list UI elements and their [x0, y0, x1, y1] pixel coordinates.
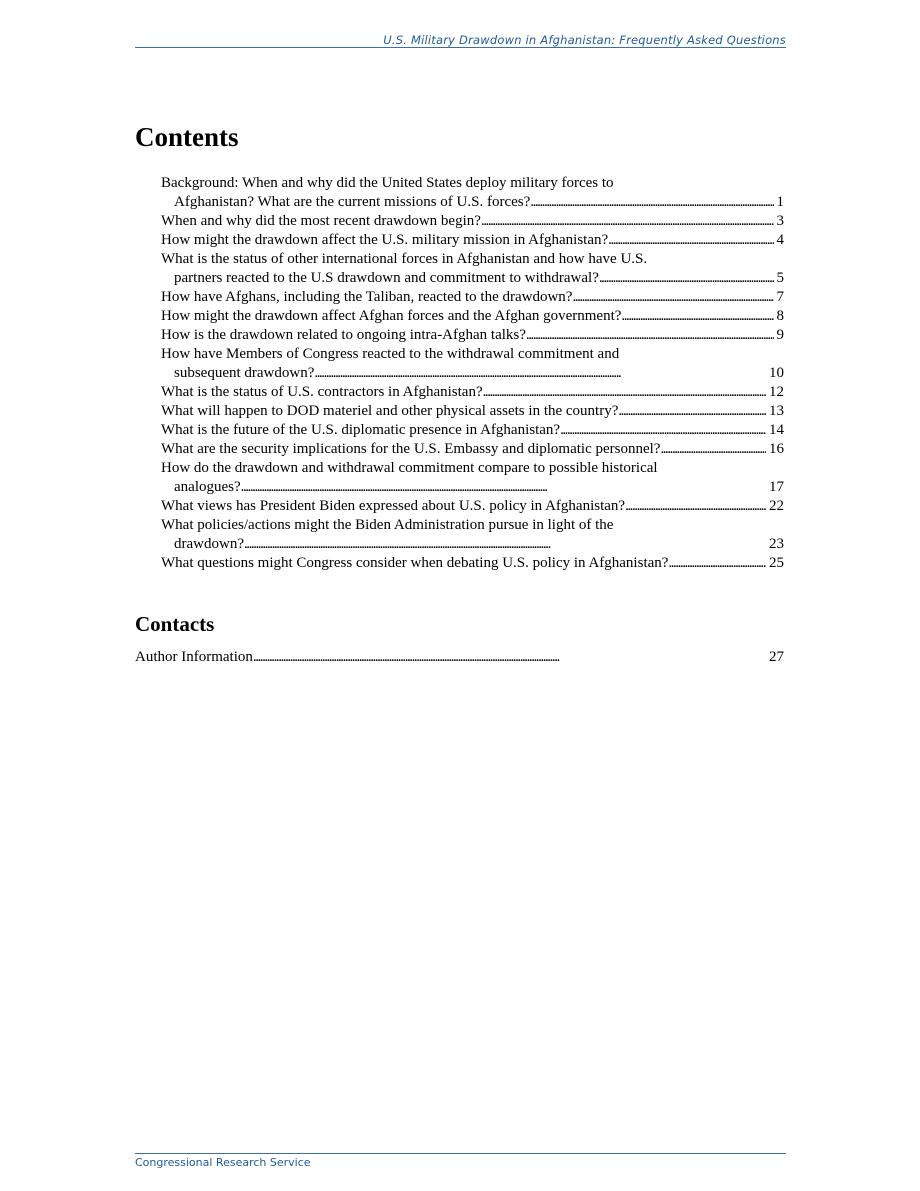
toc-page-number: 25	[769, 555, 784, 571]
dot-leader	[560, 421, 766, 440]
toc-page-number: 7	[776, 289, 784, 305]
dot-leader	[618, 402, 766, 421]
toc-entry-title: What are the security implications for the U.S. Embassy and diplomatic personnel?	[161, 441, 661, 457]
dot-leader	[668, 554, 766, 573]
contacts-list	[135, 648, 784, 667]
toc-entry[interactable]	[135, 648, 784, 667]
toc-entry-title: What views has President Biden expressed about U.S. policy in Afghanistan?	[161, 498, 626, 514]
toc-entry-title: How have Afghans, including the Taliban, reacted to the drawdown?	[161, 289, 573, 305]
toc-entry-title: analogues?	[174, 479, 241, 495]
toc-page-number: 14	[769, 422, 784, 438]
toc-entry-title: What is the status of U.S. contractors in Afghanistan?	[161, 384, 483, 400]
toc-entry-title: When and why did the most recent drawdown begin?	[161, 213, 481, 229]
dot-leader	[625, 497, 766, 516]
dot-leader	[530, 193, 773, 212]
toc-entry[interactable]	[161, 383, 784, 402]
toc-entry-title: Background: When and why did the United States deploy military forces to	[161, 175, 614, 191]
table-of-contents	[161, 174, 784, 573]
running-header-title: U.S. Military Drawdown in Afghanistan: Frequently Asked Questions	[383, 33, 786, 47]
dot-leader	[314, 364, 766, 383]
dot-leader	[481, 212, 774, 231]
toc-entry-title: How might the drawdown affect Afghan forces and the Afghan government?	[161, 308, 622, 324]
dot-leader	[572, 288, 773, 307]
toc-entry[interactable]	[161, 440, 784, 459]
dot-leader	[599, 269, 774, 288]
toc-entry[interactable]	[161, 554, 784, 573]
toc-entry-title: Afghanistan? What are the current missions of U.S. forces?	[174, 194, 531, 210]
toc-entry[interactable]	[161, 421, 784, 440]
toc-page-number: 3	[776, 213, 784, 229]
toc-entry-title: What policies/actions might the Biden Administration pursue in light of the	[161, 517, 614, 533]
toc-entry-title: partners reacted to the U.S drawdown and commitment to withdrawal?	[174, 270, 599, 286]
header-rule	[135, 47, 786, 48]
toc-entry[interactable]	[161, 402, 784, 421]
dot-leader	[608, 231, 773, 250]
toc-entry[interactable]	[161, 250, 784, 288]
toc-page-number: 22	[769, 498, 784, 514]
toc-page-number: 27	[769, 649, 784, 665]
dot-leader	[244, 535, 766, 554]
toc-entry-title: How do the drawdown and withdrawal commitment compare to possible historical	[161, 460, 658, 476]
toc-page-number: 17	[769, 479, 784, 495]
toc-entry[interactable]	[161, 345, 784, 383]
toc-entry[interactable]	[161, 231, 784, 250]
contacts-heading: Contacts	[135, 612, 215, 636]
dot-leader	[526, 326, 774, 345]
dot-leader	[483, 383, 766, 402]
toc-entry-title: How might the drawdown affect the U.S. military mission in Afghanistan?	[161, 232, 609, 248]
toc-entry[interactable]	[161, 212, 784, 231]
dot-leader	[241, 478, 766, 497]
dot-leader	[621, 307, 773, 326]
toc-page-number: 10	[769, 365, 784, 381]
toc-page-number: 23	[769, 536, 784, 552]
toc-entry-title: What will happen to DOD materiel and other physical assets in the country?	[161, 403, 619, 419]
dot-leader	[253, 648, 766, 667]
toc-page-number: 1	[776, 194, 784, 210]
toc-entry-title: How is the drawdown related to ongoing intra-Afghan talks?	[161, 327, 526, 343]
toc-page-number: 4	[776, 232, 784, 248]
toc-entry[interactable]	[161, 288, 784, 307]
toc-page-number: 9	[776, 327, 784, 343]
dot-leader	[660, 440, 766, 459]
toc-page-number: 12	[769, 384, 784, 400]
toc-entry[interactable]	[161, 459, 784, 497]
footer-publisher: Congressional Research Service	[135, 1156, 311, 1169]
toc-entry[interactable]	[161, 307, 784, 326]
toc-entry[interactable]	[161, 516, 784, 554]
toc-entry[interactable]	[161, 174, 784, 212]
toc-entry-title: What questions might Congress consider when debating U.S. policy in Afghanistan?	[161, 555, 669, 571]
toc-entry-title: drawdown?	[174, 536, 244, 552]
toc-entry-title: What is the future of the U.S. diplomatic presence in Afghanistan?	[161, 422, 561, 438]
toc-entry-title: subsequent drawdown?	[174, 365, 315, 381]
toc-entry[interactable]	[161, 497, 784, 516]
toc-page-number: 16	[769, 441, 784, 457]
footer-rule	[135, 1153, 786, 1154]
toc-entry-title: How have Members of Congress reacted to the withdrawal commitment and	[161, 346, 620, 362]
contents-heading: Contents	[135, 122, 239, 152]
toc-entry-title: Author Information	[135, 649, 253, 665]
toc-page-number: 5	[776, 270, 784, 286]
toc-entry[interactable]	[161, 326, 784, 345]
toc-page-number: 13	[769, 403, 784, 419]
toc-page-number: 8	[776, 308, 784, 324]
toc-entry-title: What is the status of other international forces in Afghanistan and how have U.S.	[161, 251, 648, 267]
